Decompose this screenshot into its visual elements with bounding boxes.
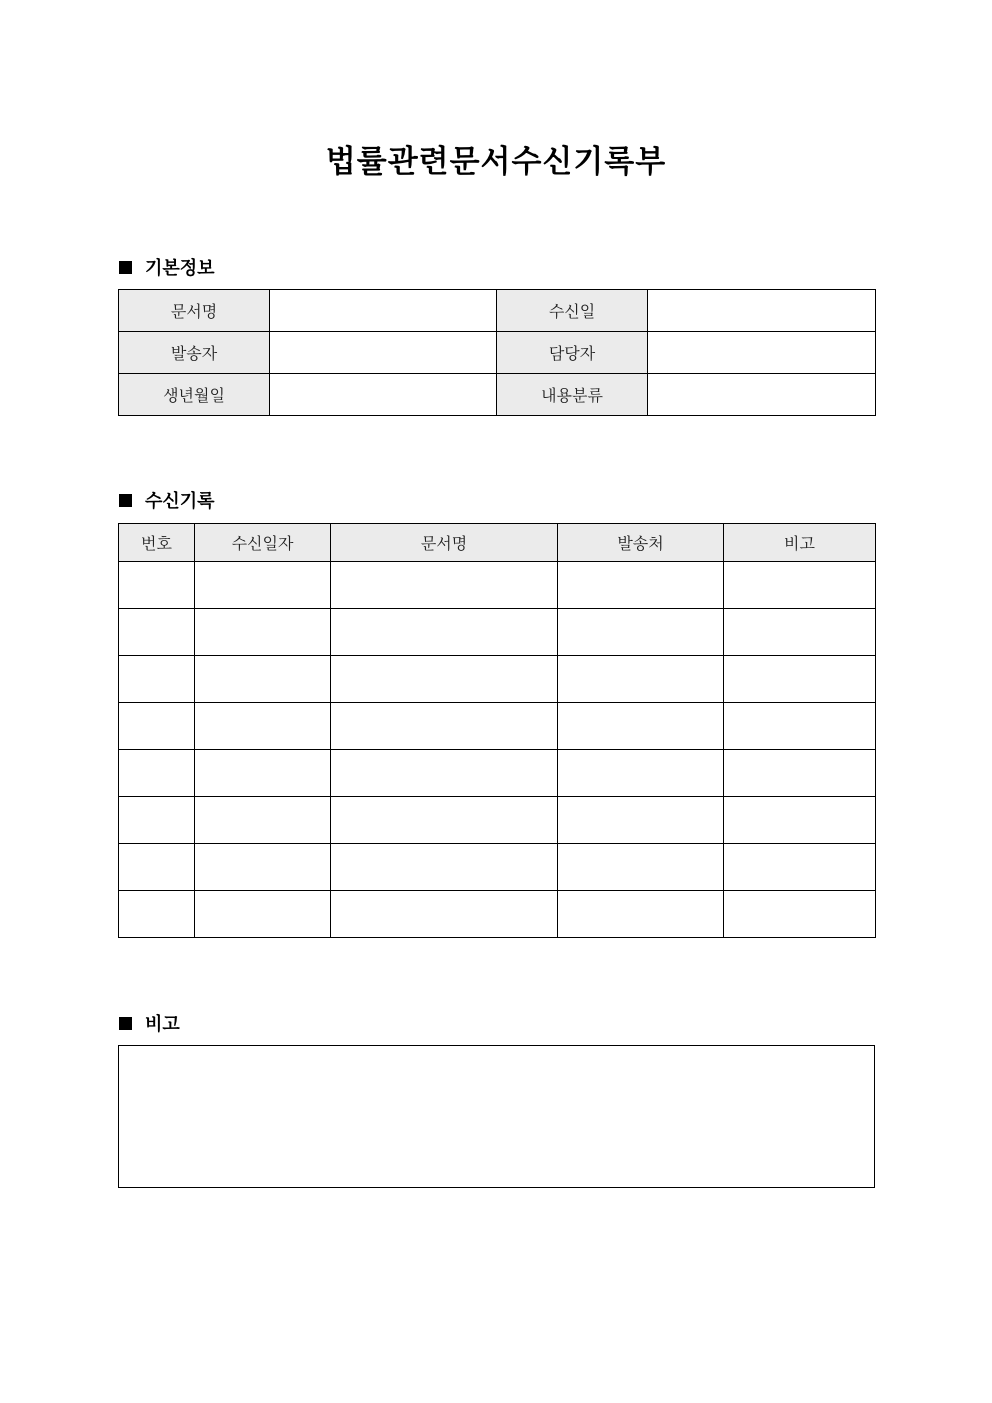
- cell-number[interactable]: [119, 656, 195, 703]
- column-header-sender: 발송처: [558, 524, 724, 562]
- label-sender: 발송자: [119, 332, 270, 374]
- cell-sender[interactable]: [558, 844, 724, 891]
- cell-remarks[interactable]: [724, 891, 876, 938]
- cell-document-name[interactable]: [331, 609, 558, 656]
- cell-received-date[interactable]: [195, 609, 331, 656]
- square-bullet-icon: [119, 261, 132, 274]
- cell-document-name[interactable]: [331, 797, 558, 844]
- cell-document-name[interactable]: [331, 656, 558, 703]
- cell-sender[interactable]: [558, 609, 724, 656]
- info-row: [119, 290, 876, 332]
- section-heading-records: [119, 487, 215, 513]
- basic-info-table: [118, 289, 876, 416]
- document-title: 법률관련문서수신기록부: [325, 144, 667, 180]
- cell-received-date[interactable]: [195, 656, 331, 703]
- records-table: [118, 523, 876, 938]
- square-bullet-icon: [119, 1017, 132, 1030]
- cell-sender[interactable]: [558, 750, 724, 797]
- records-header-row: [119, 524, 876, 562]
- cell-document-name[interactable]: [331, 562, 558, 609]
- cell-number[interactable]: [119, 891, 195, 938]
- cell-received-date[interactable]: [195, 562, 331, 609]
- column-header-received-date: 수신일자: [195, 524, 331, 562]
- cell-sender[interactable]: [558, 656, 724, 703]
- content-category-field[interactable]: [648, 374, 876, 416]
- column-header-number: 번호: [119, 524, 195, 562]
- table-row: [119, 750, 876, 797]
- label-person-in-charge: 담당자: [497, 332, 648, 374]
- cell-sender[interactable]: [558, 562, 724, 609]
- table-row: [119, 703, 876, 750]
- cell-received-date[interactable]: [195, 844, 331, 891]
- label-birth-date: 생년월일: [119, 374, 270, 416]
- received-date-field[interactable]: [648, 290, 876, 332]
- square-bullet-icon: [119, 494, 132, 507]
- cell-number[interactable]: [119, 750, 195, 797]
- cell-received-date[interactable]: [195, 797, 331, 844]
- cell-remarks[interactable]: [724, 844, 876, 891]
- label-received-date: 수신일: [497, 290, 648, 332]
- cell-sender[interactable]: [558, 703, 724, 750]
- section-heading-label: 기본정보: [145, 258, 215, 279]
- info-row: [119, 332, 876, 374]
- cell-remarks[interactable]: [724, 750, 876, 797]
- cell-number[interactable]: [119, 844, 195, 891]
- cell-sender[interactable]: [558, 891, 724, 938]
- section-heading-notes: [119, 1010, 180, 1036]
- table-row: [119, 797, 876, 844]
- table-row: [119, 891, 876, 938]
- document-name-field[interactable]: [270, 290, 497, 332]
- section-heading-label: 비고: [145, 1014, 180, 1035]
- info-row: [119, 374, 876, 416]
- cell-number[interactable]: [119, 562, 195, 609]
- section-heading-basic-info: [119, 254, 215, 280]
- column-header-document-name: 문서명: [331, 524, 558, 562]
- section-heading-label: 수신기록: [145, 491, 215, 512]
- cell-number[interactable]: [119, 797, 195, 844]
- cell-document-name[interactable]: [331, 750, 558, 797]
- cell-document-name[interactable]: [331, 891, 558, 938]
- table-row: [119, 609, 876, 656]
- table-row: [119, 656, 876, 703]
- cell-received-date[interactable]: [195, 750, 331, 797]
- table-row: [119, 562, 876, 609]
- cell-number[interactable]: [119, 703, 195, 750]
- cell-received-date[interactable]: [195, 891, 331, 938]
- table-row: [119, 844, 876, 891]
- cell-remarks[interactable]: [724, 656, 876, 703]
- cell-remarks[interactable]: [724, 609, 876, 656]
- notes-textarea[interactable]: [118, 1045, 875, 1188]
- cell-received-date[interactable]: [195, 703, 331, 750]
- label-content-category: 내용분류: [497, 374, 648, 416]
- label-document-name: 문서명: [119, 290, 270, 332]
- cell-remarks[interactable]: [724, 562, 876, 609]
- column-header-remarks: 비고: [724, 524, 876, 562]
- sender-field[interactable]: [270, 332, 497, 374]
- cell-remarks[interactable]: [724, 797, 876, 844]
- cell-sender[interactable]: [558, 797, 724, 844]
- cell-document-name[interactable]: [331, 703, 558, 750]
- birth-date-field[interactable]: [270, 374, 497, 416]
- person-in-charge-field[interactable]: [648, 332, 876, 374]
- cell-document-name[interactable]: [331, 844, 558, 891]
- cell-remarks[interactable]: [724, 703, 876, 750]
- cell-number[interactable]: [119, 609, 195, 656]
